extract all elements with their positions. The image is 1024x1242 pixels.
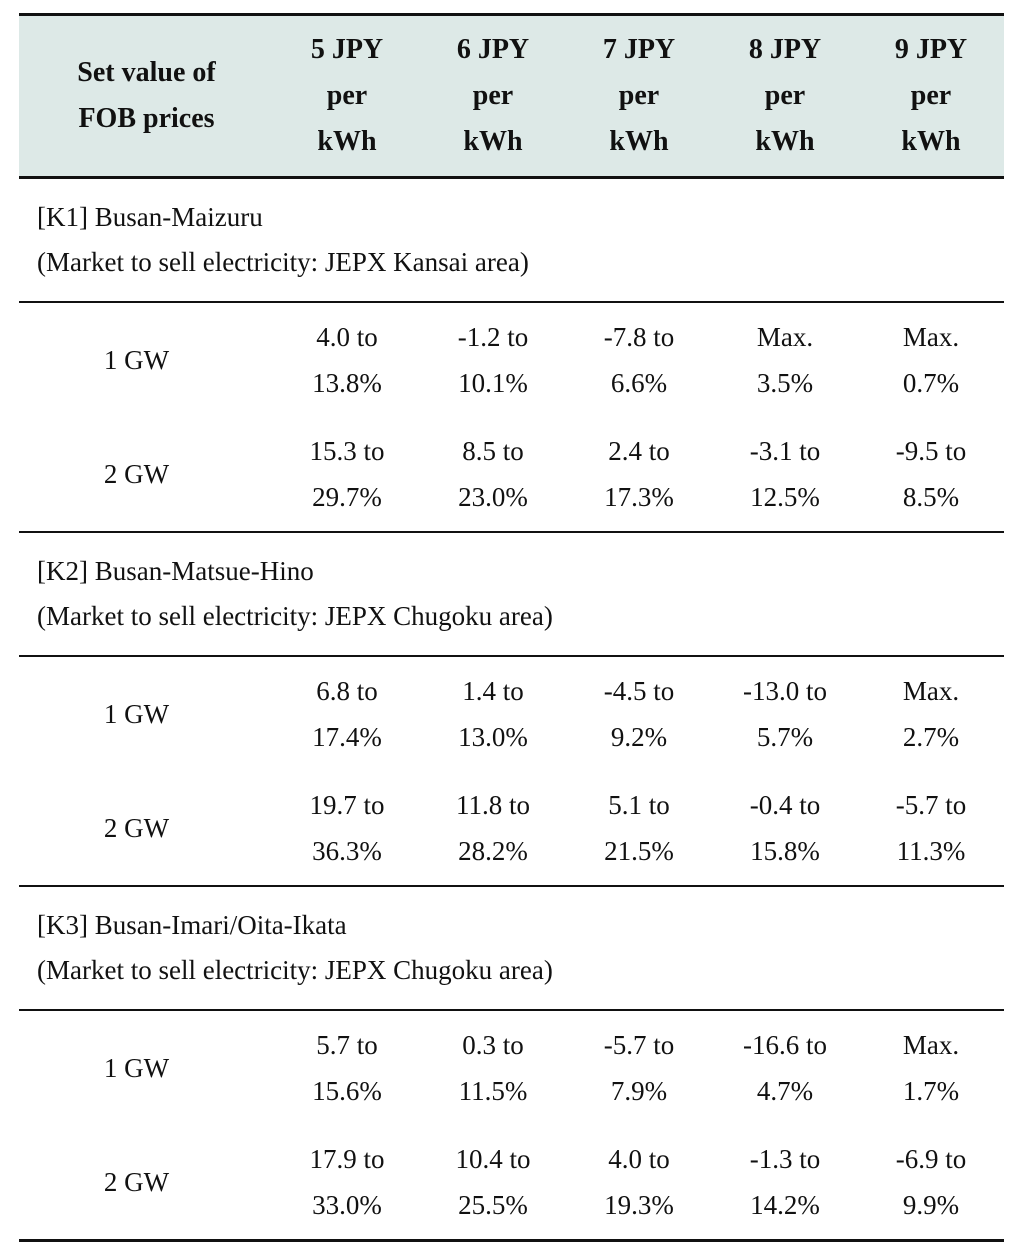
- value-cell: Max. 0.7%: [902, 322, 960, 398]
- value-cell: -7.8 to 6.6%: [603, 322, 675, 398]
- value-cell: -3.1 to 12.5%: [749, 436, 821, 512]
- value-cell: 1.4 to 13.0%: [458, 676, 528, 752]
- row-label: 1 GW: [103, 699, 170, 729]
- value-cell: 8.5 to 23.0%: [458, 436, 528, 512]
- header-set-value: Set value of FOB prices: [19, 15, 274, 178]
- section-title: [K1] Busan-Maizuru: [37, 202, 263, 232]
- value-cell: -13.0 to 5.7%: [743, 676, 827, 752]
- header-5-jpy: 5 JPY per kWh: [274, 15, 420, 178]
- section-k1-row-2gw: [19, 417, 1004, 532]
- section-subtitle: (Market to sell electricity: JEPX Chugoku area): [37, 601, 553, 631]
- value-cell: -5.7 to 11.3%: [895, 790, 967, 866]
- header-row: [19, 15, 1004, 178]
- section-subtitle: (Market to sell electricity: JEPX Chugoku area): [37, 955, 553, 985]
- value-cell: 19.7 to 36.3%: [309, 790, 385, 866]
- header-7-jpy: 7 JPY per kWh: [566, 15, 712, 178]
- section-k3-row-2gw: [19, 1125, 1004, 1241]
- row-label: 1 GW: [103, 1053, 170, 1083]
- header-9-jpy: 9 JPY per kWh: [858, 15, 1004, 178]
- section-heading-cell: [19, 532, 1004, 656]
- value-cell: 4.0 to 13.8%: [312, 322, 382, 398]
- section-k3-row-1gw: [19, 1010, 1004, 1125]
- value-cell: -0.4 to 15.8%: [749, 790, 821, 866]
- row-label: 2 GW: [103, 813, 170, 843]
- value-cell: -1.2 to 10.1%: [457, 322, 529, 398]
- section-k2-heading: [19, 532, 1004, 656]
- section-k1-row-1gw: [19, 302, 1004, 417]
- value-cell: 6.8 to 17.4%: [312, 676, 382, 752]
- section-k2-row-1gw: [19, 656, 1004, 771]
- value-cell: -5.7 to 7.9%: [603, 1030, 675, 1106]
- value-cell: Max. 1.7%: [902, 1030, 960, 1106]
- value-cell: -9.5 to 8.5%: [895, 436, 967, 512]
- section-title: [K2] Busan-Matsue-Hino: [37, 556, 314, 586]
- section-subtitle: (Market to sell electricity: JEPX Kansai area): [37, 247, 529, 277]
- header-8-jpy: 8 JPY per kWh: [712, 15, 858, 178]
- value-cell: 4.0 to 19.3%: [566, 1125, 712, 1241]
- row-label: 2 GW: [19, 1125, 274, 1241]
- section-k3-heading: [19, 886, 1004, 1010]
- section-k1-heading: [19, 178, 1004, 303]
- value-cell: 17.9 to 33.0%: [274, 1125, 420, 1241]
- value-cell: 2.4 to 17.3%: [604, 436, 674, 512]
- value-cell: -4.5 to 9.2%: [603, 676, 675, 752]
- value-cell: -1.3 to 14.2%: [712, 1125, 858, 1241]
- value-cell: Max. 3.5%: [756, 322, 814, 398]
- value-cell: 0.3 to 11.5%: [458, 1030, 528, 1106]
- row-label: 2 GW: [103, 459, 170, 489]
- value-cell: -16.6 to 4.7%: [743, 1030, 827, 1106]
- value-cell: 5.7 to 15.6%: [312, 1030, 382, 1106]
- table-body: [19, 178, 1004, 1241]
- value-cell: -6.9 to 9.9%: [858, 1125, 1004, 1241]
- row-label: 1 GW: [103, 345, 170, 375]
- header-6-jpy: 6 JPY per kWh: [420, 15, 566, 178]
- section-title: [K3] Busan-Imari/Oita-Ikata: [37, 910, 347, 940]
- section-heading-cell: [19, 178, 1004, 303]
- value-cell: 5.1 to 21.5%: [604, 790, 674, 866]
- value-cell: 11.8 to 28.2%: [456, 790, 530, 866]
- section-k2-row-2gw: [19, 771, 1004, 886]
- section-heading-cell: [19, 886, 1004, 1010]
- value-cell: 15.3 to 29.7%: [309, 436, 385, 512]
- value-cell: 10.4 to 25.5%: [420, 1125, 566, 1241]
- fob-price-table: [19, 13, 1004, 1242]
- value-cell: Max. 2.7%: [902, 676, 960, 752]
